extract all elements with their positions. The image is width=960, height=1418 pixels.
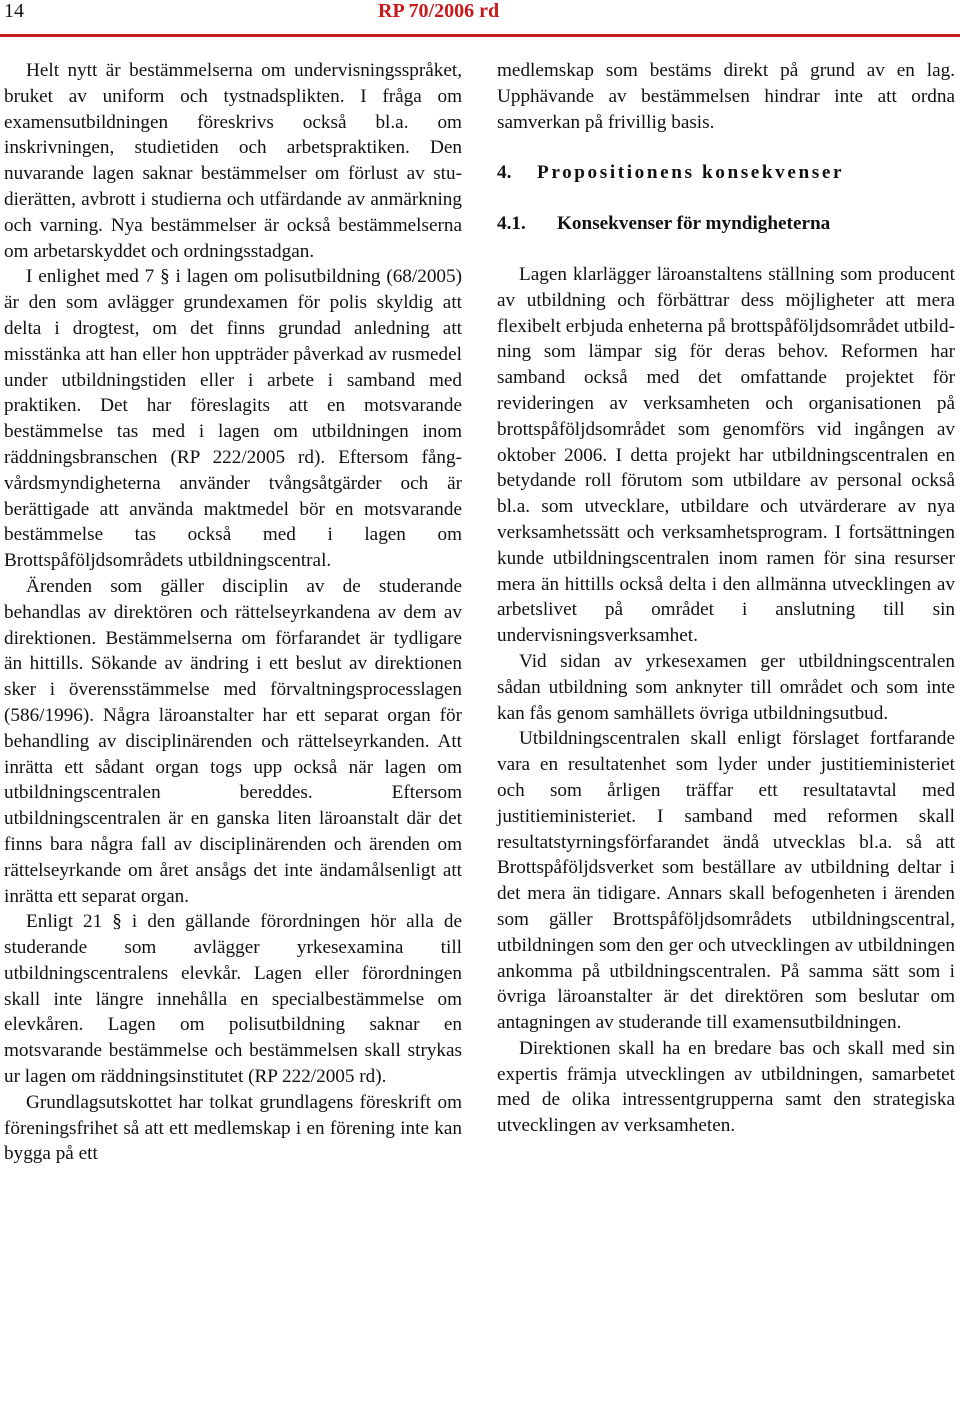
paragraph: Enligt 21 § i den gällande förordningen hör alla de studerande som avlägger yrkesexamina till utbildningscentralens elevkår. Lagen eller förordningen skall inte längre innehålla en specialbestämmelse om elevkåren. Lagen om polisutbildning saknar en motsvarande bestämmelse och bestämmelsen skall strykas ur lagen om räddningsinstitutet (RP 222/2005 rd).	[4, 911, 462, 1088]
section-number: 4.	[497, 162, 512, 184]
paragraph: Utbildningscentralen skall enligt förslaget fortfarande vara en resultatenhet som lyder under justitieministeriet och som årligen träffar ett resultatavtal med justitieministeriet. I samband med reformen skall resultatstyrningsförfarandet ändå utvecklas bl.a. så att Brottspåföljdsverket som beställare av utbildning deltar i det mera än tidigare. Annars skall befogenheten i ärenden som gäller Brottspåföljdsområdets utbildningscentral, utbildningen som den ger och utvecklingen av utbildningen ankomma på utbildningscentralen. På samma sätt som i övriga läroanstalter är det direktören som beslutar om antagningen av studerande till examensutbildningen.	[497, 728, 955, 1034]
subsection-number: 4.1.	[497, 213, 526, 235]
paragraph: Lagen klarlägger läroanstaltens ställning som producent av utbildning och förbättrar dess möjligheter att mera flexibelt erbjuda enheterna på brottspåföljdsområdet utbildning som lämpar sig för deras behov. Reformen har samband också med det omfattande projektet för revideringen av verksamheten och organisationen på brottspåföljdsområdet som genomförs vid ingången av oktober 2006. I detta projekt har utbildningscentralen en betydande roll förutom som utbildare av personal också bl.a. som utvecklare, utbildare och utvärderare av nya verksamhetssätt och verksamhetsprogram. I fortsättningen kunde utbildningscentralen inom ramen för sina resurser mera än hittills också delta i den allmänna utvecklingen av arbetslivet på området i anslutning till sin undervisningsverksamhet.	[497, 263, 955, 647]
continuation-paragraph: medlemskap som bestäms direkt på grund av en lag. Upphävande av bestämmelsen hindrar inte att ordna samverkan på frivillig basis.	[497, 60, 955, 133]
left-column	[4, 58, 462, 1167]
paragraph: I enlighet med 7 § i lagen om polisutbildning (68/2005) är den som avlägger grundexamen för polis skyldig att delta i drogtest, om det finns grundad anledning att misstänka att han eller hon uppträder påverkad av rusmedel under utbildningstiden eller i arbete i samband med praktiken. Det har föreslagits att en motsvarande bestämmelse tas med i lagen om utbildningen inom räddningsbranschen (RP 222/2005 rd). Eftersom fångvårdsmyndigheterna använder tvångsåtgärder och är berättigade att använda maktmedel bör en motsvarande bestämmelse tas också med i lagen om Brottspåföljdsområdets utbildningscentral.	[4, 266, 462, 572]
paragraph: Grundlagsutskottet har tolkat grundlagens föreskrift om föreningsfrihet så att ett medlemskap i en förening inte kan bygga på ett	[4, 1091, 462, 1165]
paragraph: Vid sidan av yrkesexamen ger utbildningscentralen sådan utbildning som anknyter till området och som inte kan fås genom samhällets övriga utbildningsutbud.	[497, 650, 955, 724]
paragraph: Helt nytt är bestämmelserna om undervisningsspråket, bruket av uniform och tystnadsplikten. I fråga om examensutbildningen föreskrivs också bl.a. om inskrivningen, studietiden och arbetspraktiken. Den nuvarande lagen saknar bestämmelser om förlust av studierätten, avbrott i studierna och utfärdande av anmärkning och varning. Nya bestämmelser är också bestämmelserna om arbetarskyddet och ordningsstadgan.	[4, 60, 462, 262]
document-title: RP 70/2006 rd	[378, 0, 500, 22]
paragraph: Direktionen skall ha en bredare bas och skall med sin expertis främja utvecklingen av utbildningen, samarbetet med de olika intressentgrupperna samt den strategiska utvecklingen av verksamheten.	[497, 1037, 955, 1137]
page-number: 14	[4, 0, 24, 22]
section-heading	[497, 160, 955, 186]
right-column	[497, 58, 955, 1139]
subsection-heading	[497, 211, 955, 237]
paragraph: Ärenden som gäller disciplin av de studerande behandlas av direktören och rättelseyrkandena av dem av direktionen. Bestämmelserna om förfarandet är tydligare än hittills. Sökande av ändring i ett beslut av direktionen sker i överensstämmelse med förvaltningsprocesslagen (586/1996). Några läroanstalter har ett separat organ för behandling av disciplinärenden och rättelseyrkanden. Att inrätta ett sådant organ togs upp också när lagen om utbildningscentralen bereddes. Eftersom utbildningscentralen är en ganska liten läroanstalt där det finns bara några fall av disciplinärenden och ärenden om rättelseyrkande om året ansågs det inte ändamålsenligt att inrätta ett separat organ.	[4, 575, 462, 907]
section-title: Propositionens konsekvenser	[537, 162, 845, 184]
spacer	[497, 237, 955, 262]
header-rule	[0, 34, 960, 37]
subsection-title: Konsekvenser för myndigheterna	[557, 213, 831, 235]
